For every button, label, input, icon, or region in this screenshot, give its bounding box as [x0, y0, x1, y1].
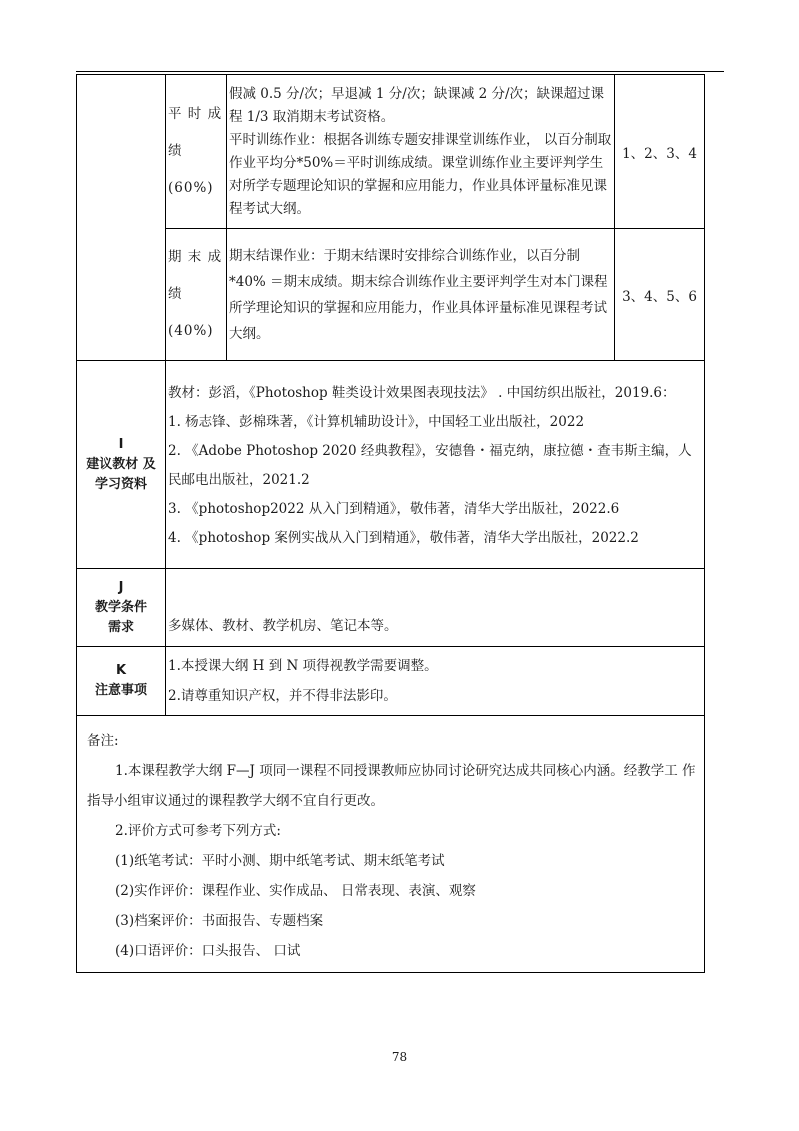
final-grade-goals: 3、4、5、6 — [615, 229, 705, 361]
final-grade-label — [166, 229, 227, 361]
reference-item-1: 1. 杨志锋、彭棉珠著，《计算机辅助设计》，中国轻工业出版社，2022 — [168, 413, 585, 430]
regular-grade-assignment-rule: 平时训练作业：根据各训练专题安排课堂训练作业， 以百分制取作业平均分*50%＝平时训练成绩。课堂训练作业主要评判学生对所学专题理论知识的掌握和应用能力，作业具体评量标准见课程考试大纲。 — [229, 131, 612, 217]
section-k-title: 注意事项 — [94, 683, 147, 698]
syllabus-table — [76, 74, 705, 973]
remarks-row — [77, 716, 705, 973]
section-i-letter: I — [118, 436, 124, 452]
section-i-title-line2: 学习资料 — [94, 476, 147, 492]
regular-grade-attendance-rule: 假减 0.5 分/次；早退减 1 分/次；缺课减 2 分/次；缺课超过课程 1/3 取消期末考试资格。 — [229, 85, 605, 125]
section-j-letter: J — [118, 579, 124, 595]
textbook-line: 教材：彭滔，《Photoshop 鞋类设计效果图表现技法》 . 中国纺织出版社，2019.6： — [168, 384, 676, 401]
section-i-title-line1: 建议教材 及 — [86, 456, 156, 472]
remarks-item-2: 2.评价方式可参考下列方式: — [115, 823, 281, 839]
reference-item-2: 2. 《Adobe Photoshop 2020 经典教程》，安德鲁・福克纳，康拉德・查韦斯主编，人民邮电出版社，2021.2 — [168, 442, 692, 488]
remarks-item-1: 1.本课程教学大纲 F—J 项同一课程不同授课教师应协同讨论研究达成共同核心内涵。经教学工 作指导小组审议通过的课程教学大纲不宜自行更改。 — [87, 763, 696, 809]
section-i-row — [77, 361, 705, 569]
assessment-method-4: (4)口语评价：口头报告、 口试 — [115, 943, 301, 959]
regular-grade-row — [77, 75, 705, 229]
page-number: 78 — [391, 1050, 408, 1064]
final-grade-label-line1: 期 末 成 — [168, 249, 223, 265]
notice-item-2: 2.请尊重知识产权，并不得非法影印。 — [168, 688, 397, 704]
remarks-heading: 备注: — [87, 733, 119, 749]
regular-grade-label — [166, 75, 227, 229]
section-j-heading — [77, 569, 166, 647]
assessment-section-cell — [77, 75, 166, 361]
final-grade-label-line3: (40%) — [168, 323, 214, 339]
reference-item-3: 3. 《photoshop2022 从入门到精通》，敬伟著，清华大学出版社，2022.6 — [168, 500, 620, 517]
section-k-row — [77, 647, 705, 716]
section-j-title-line1: 教学条件 — [94, 599, 147, 615]
assessment-method-1: (1)纸笔考试：平时小测、期中纸笔考试、期末纸笔考试 — [115, 853, 445, 869]
regular-grade-label-line3: (60%) — [168, 180, 214, 196]
syllabus-table-container — [76, 74, 704, 973]
final-grade-row — [77, 229, 705, 361]
regular-grade-label-line2: 绩 — [168, 143, 183, 159]
final-grade-description: 期末结课作业：于期末结课时安排综合训练作业，以百分制*40% ＝期末成绩。期末综合训练作业主要评判学生对本门课程所学理论知识的掌握和应用能力，作业具体评量标准见课程考试大纲。 — [227, 229, 615, 361]
section-k-content — [166, 647, 705, 716]
section-j-content: 多媒体、教材、教学机房、笔记本等。 — [166, 569, 705, 647]
reference-item-4: 4. 《photoshop 案例实战从入门到精通》，敬伟著，清华大学出版社，2022.2 — [168, 529, 639, 546]
section-i-content — [166, 361, 705, 569]
assessment-method-3: (3)档案评价：书面报告、专题档案 — [115, 913, 324, 929]
section-j-title-line2: 需求 — [107, 619, 134, 635]
header-rule — [76, 71, 724, 72]
section-j-row — [77, 569, 705, 647]
assessment-method-2: (2)实作评价：课程作业、实作成品、 日常表现、表演、观察 — [115, 883, 476, 899]
section-k-heading — [77, 647, 166, 716]
section-i-heading — [77, 361, 166, 569]
section-k-letter: K — [115, 663, 127, 678]
regular-grade-description — [227, 75, 615, 229]
regular-grade-goals: 1、2、3、4 — [615, 75, 705, 229]
final-grade-label-line2: 绩 — [168, 286, 183, 302]
regular-grade-label-line1: 平 时 成 — [168, 106, 223, 122]
notice-item-1: 1.本授课大纲 H 到 N 项得视教学需要调整。 — [168, 658, 438, 674]
remarks-content — [77, 716, 705, 973]
